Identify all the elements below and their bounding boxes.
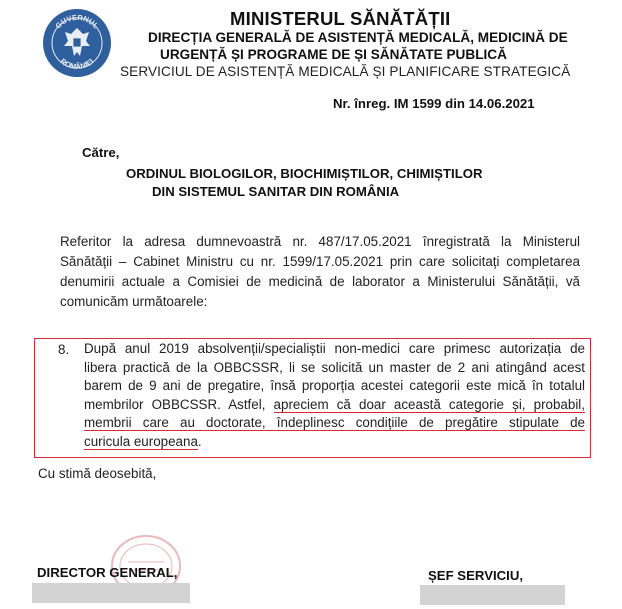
item-line-plain: membrilor OBBCSSR. Astfel, (84, 396, 274, 412)
item-line-end: . (197, 433, 202, 449)
item-line: După anul 2019 absolvenții/specialiștii non-medici care primesc autorizația de (84, 341, 585, 356)
directorate-line-2: URGENȚĂ ȘI PROGRAME DE ȘI SĂNĂTATE PUBLICĂ (160, 47, 507, 62)
item-paragraph (84, 340, 585, 452)
recipient-label: Către, (82, 145, 120, 160)
seal-text-bottom: ROMÂNIEI (58, 56, 96, 72)
redacted-name-right (420, 585, 565, 605)
intro-paragraph (60, 232, 580, 312)
recipient-line-2: DIN SISTEMUL SANITAR DIN ROMÂNIA (152, 184, 400, 199)
intro-line: denumirii actuale a Comisiei de medicină de laborator a Ministerului Sănătății, vă (60, 274, 580, 289)
service-line: SERVICIUL DE ASISTENȚĂ MEDICALĂ ȘI PLANIFICARE STRATEGICĂ (120, 64, 571, 79)
intro-line: comunicăm următoarele: (60, 294, 208, 309)
director-signature-label: DIRECTOR GENERAL, (37, 565, 178, 580)
item-line (84, 433, 585, 452)
item-number: 8. (58, 342, 70, 357)
underlined-text: apreciem că doar această categorie și, probabil, (273, 396, 585, 412)
item-line: libera practică de la OBBCSSR, li se solicită un master de 2 ani atingând acest (84, 359, 585, 375)
registration-number: Nr. înreg. IM 1599 din 14.06.2021 (333, 96, 535, 111)
directorate-line-1: DIRECȚIA GENERALĂ DE ASISTENȚĂ MEDICALĂ, MEDICINĂ DE (148, 30, 568, 45)
chief-signature-label: ȘEF SERVICIU, (428, 568, 524, 583)
closing-greeting: Cu stimă deosebită, (38, 466, 157, 481)
item-line (84, 396, 585, 415)
intro-line: Sănătății – Cabinet Ministru cu nr. 1599/17.05.2021 prin care solicitați completarea (60, 254, 580, 269)
item-line (84, 414, 585, 433)
intro-line: Referitor la adresa dumnevoastră nr. 487/17.05.2021 înregistrată la Ministerul (60, 234, 580, 249)
recipient-line-1: ORDINUL BIOLOGILOR, BIOCHIMIȘTILOR, CHIMIȘTILOR (126, 166, 483, 181)
underlined-text: curicula europeana (84, 433, 198, 449)
seal-text-top: GUVERNUL (53, 12, 101, 31)
item-line: barem de 9 ani de pregatire, însă proporția acestei categorii este mică în totalul (84, 378, 585, 394)
government-seal-logo (42, 8, 112, 78)
redacted-name-left (32, 583, 190, 603)
underlined-text: membrii care au doctorate, îndeplinesc condițiile de pregătire stipulate de (84, 415, 585, 431)
ministry-title: MINISTERUL SĂNĂTĂȚII (230, 8, 451, 29)
